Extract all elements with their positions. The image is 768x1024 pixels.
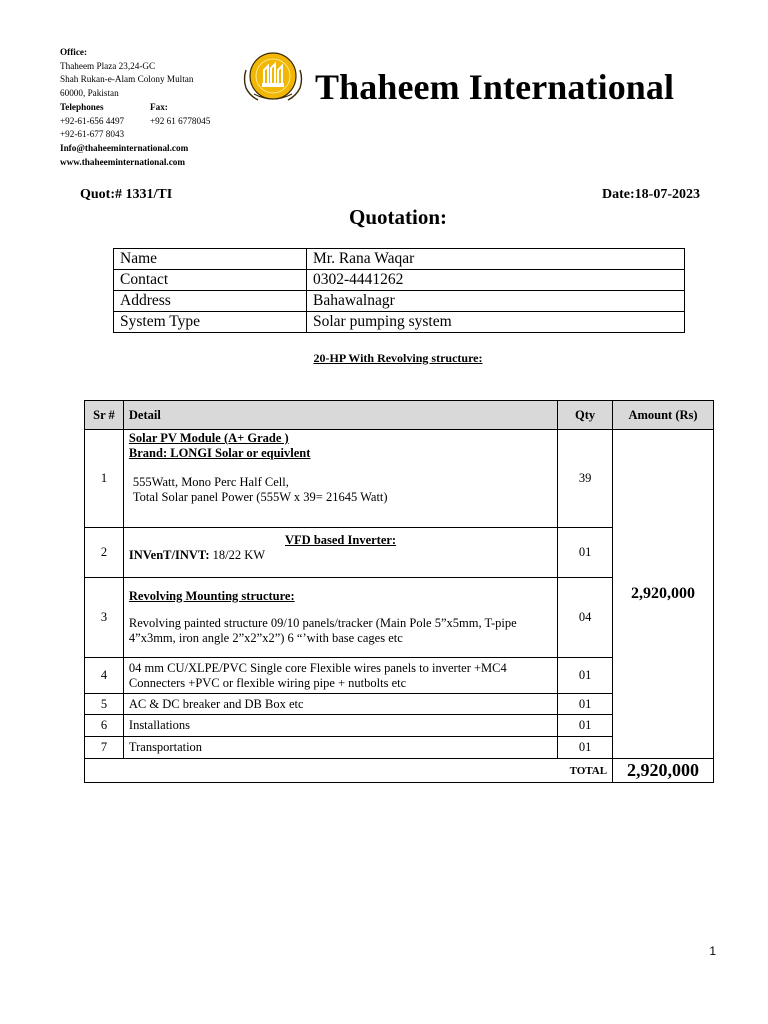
row-qty: 01 — [558, 737, 613, 759]
row-qty: 01 — [558, 694, 613, 715]
total-row — [85, 759, 714, 783]
phone-1: +92-61-656 4497 — [60, 115, 125, 126]
address-line-1: Thaheem Plaza 23,24-GC — [60, 60, 156, 71]
item-brand-rating: 18/22 KW — [209, 547, 266, 562]
telephones-label: Telephones — [60, 101, 104, 112]
row-amount: 2,920,000 — [613, 430, 714, 759]
row-qty: 01 — [558, 658, 613, 694]
header-qty: Qty — [558, 401, 613, 430]
item-title: Solar PV Module (A+ Grade ) — [128, 431, 289, 445]
customer-row — [114, 249, 685, 270]
customer-value: Solar pumping system — [307, 312, 685, 333]
fax-label: Fax: — [150, 101, 168, 112]
quotation-date: Date:18-07-2023 — [602, 187, 700, 202]
row-sr: 2 — [85, 528, 124, 578]
row-sr: 1 — [85, 430, 124, 528]
customer-row — [114, 270, 685, 291]
fax-number: +92 61 6778045 — [150, 115, 211, 126]
row-detail: Installations — [123, 715, 557, 737]
row-detail: 04 mm CU/XLPE/PVC Single core Flexible wires panels to inverter +MC4 Connecters +PVC or flexible wiring pipe + nutbolts etc — [123, 658, 557, 694]
customer-label: Name — [114, 249, 307, 270]
row-detail: Transportation — [123, 737, 557, 759]
row-detail — [123, 430, 557, 528]
phone-fax-labels — [60, 101, 210, 115]
company-logo — [240, 46, 306, 112]
website[interactable]: www.thaheeminternational.com — [60, 156, 186, 167]
customer-value: Bahawalnagr — [307, 291, 685, 312]
customer-value: Mr. Rana Waqar — [307, 249, 685, 270]
item-brand — [129, 548, 552, 563]
customer-value: 0302-4441262 — [307, 270, 685, 291]
system-subtitle: 20-HP With Revolving structure: — [313, 351, 483, 365]
row-detail — [123, 528, 557, 578]
items-table — [84, 400, 714, 783]
row-qty: 01 — [558, 715, 613, 737]
item-spec: 555Watt, Mono Perc Half Cell, — [132, 475, 289, 489]
row-sr: 6 — [85, 715, 124, 737]
office-block — [60, 46, 210, 169]
item-brand-name: INVenT/INVT: — [128, 547, 210, 562]
item-spec: Revolving painted structure 09/10 panels/tracker (Main Pole 5”x5mm, T-pipe 4”x3mm, iron angle 2”x2”x2”) 6 “’with base cages etc — [128, 616, 517, 645]
row-qty: 01 — [558, 528, 613, 578]
office-label: Office: — [60, 47, 88, 57]
customer-row — [114, 312, 685, 333]
header-sr: Sr # — [85, 401, 124, 430]
quotation-number: Quot:# 1331/TI — [80, 187, 173, 202]
customer-label: Address — [114, 291, 307, 312]
page-title: Quotation: — [348, 205, 447, 229]
total-amount: 2,920,000 — [613, 759, 714, 783]
customer-row — [114, 291, 685, 312]
item-brand: Brand: LONGI Solar or equivlent — [128, 446, 311, 460]
item-title: Revolving Mounting structure: — [128, 589, 295, 603]
email[interactable]: Info@thaheeminternational.com — [60, 142, 189, 153]
table-row — [85, 430, 714, 528]
row-sr: 3 — [85, 578, 124, 658]
row-detail: AC & DC breaker and DB Box etc — [123, 694, 557, 715]
header-detail: Detail — [123, 401, 557, 430]
customer-label: Contact — [114, 270, 307, 291]
customer-label: System Type — [114, 312, 307, 333]
row-qty: 04 — [558, 578, 613, 658]
header-amount: Amount (Rs) — [613, 401, 714, 430]
address-line-3: 60000, Pakistan — [60, 88, 119, 99]
row-sr: 4 — [85, 658, 124, 694]
row-sr: 5 — [85, 694, 124, 715]
items-header-row — [85, 401, 714, 430]
row-qty: 39 — [558, 430, 613, 528]
customer-table — [113, 248, 685, 333]
phone-fax-values — [60, 115, 210, 129]
row-detail — [123, 578, 557, 658]
item-title: VFD based Inverter: — [285, 532, 397, 547]
phone-2: +92-61-677 8043 — [60, 129, 125, 140]
company-name: Thaheem International — [315, 67, 675, 107]
item-spec: Total Solar panel Power (555W x 39= 21645 Watt) — [132, 490, 388, 504]
page-number: 1 — [709, 944, 716, 958]
total-label: TOTAL — [85, 759, 613, 783]
row-sr: 7 — [85, 737, 124, 759]
address-line-2: Shah Rukan-e-Alam Colony Multan — [60, 74, 194, 85]
